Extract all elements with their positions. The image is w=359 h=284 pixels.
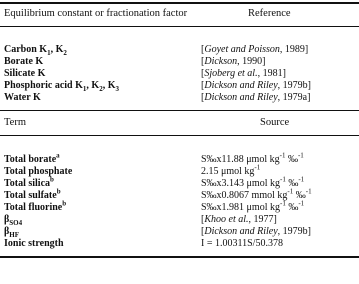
header-term: Term [4, 117, 27, 128]
row-beta-so4 [0, 214, 359, 226]
top-rule [0, 2, 359, 4]
source-total-fluorine: S‰x1.981 μmol $kg^{-1}$ ‰$^{-1}$ [201, 199, 305, 213]
label-ionic-strength: Ionic strength [4, 238, 64, 249]
source-total-silica: S‰x3.143 μmol $kg^{-1}$ ‰$^{-1}$ [201, 175, 305, 189]
label-total-silica: Total silica$^b$ [4, 175, 54, 189]
label-beta-hf: $\beta_{HF}$ [4, 226, 20, 239]
ref-silicate: [Sjoberg et al., 1981] [201, 68, 286, 79]
row-phosphoric [0, 80, 359, 92]
label-beta-so4: $\beta_{SO4}$ [4, 214, 23, 227]
label-total-fluorine: Total fluorine$^b$ [4, 199, 67, 213]
row-water [0, 92, 359, 104]
header-constant: Equilibrium constant or fractionation factor [4, 8, 188, 19]
ref-beta-hf: [Dickson and Riley, 1979b] [201, 226, 311, 237]
label-water: Water K [4, 92, 41, 103]
label-borate: Borate K [4, 56, 44, 67]
source-total-phosphate: 2.15 μmol $kg^{-1}$ [201, 163, 261, 177]
label-carbon: Carbon $K_1$, $K_2$ [4, 44, 67, 57]
label-silicate: Silicate K [4, 68, 46, 79]
row-silicate [0, 68, 359, 80]
bottom-rule [0, 256, 359, 258]
source-ionic-strength: I = 1.00311S/50.378 [201, 238, 283, 249]
section-rule [0, 110, 359, 111]
source-total-sulfate: S‰x0.8067 mmol $kg^{-1}$ ‰$^{-1}$ [201, 187, 312, 201]
ref-water: [Dickson and Riley, 1979a] [201, 92, 311, 103]
row-total-fluorine [0, 199, 359, 214]
header-reference: Reference [248, 8, 291, 19]
header-source: Source [260, 117, 290, 128]
row-total-sulfate [0, 187, 359, 202]
ref-borate: [Dickson, 1990] [201, 56, 266, 67]
label-total-borate: Total borate$^a$ [4, 151, 60, 165]
label-total-sulfate: Total sulfate$^b$ [4, 187, 61, 201]
header-rule-1 [0, 26, 359, 27]
header-rule-2 [0, 135, 359, 136]
ref-carbon: [Goyet and Poisson, 1989] [201, 44, 309, 55]
row-borate [0, 56, 359, 68]
row-carbon [0, 44, 359, 56]
label-phosphoric: Phosphoric acid $K_1$, $K_2$, $K_3$ [4, 80, 119, 93]
source-total-borate: S‰x11.88 μmol $kg^{-1}$ ‰$^{-1}$ [201, 151, 304, 165]
ref-beta-so4: [Khoo et al., 1977] [201, 214, 277, 225]
row-total-borate [0, 151, 359, 166]
row-beta-hf [0, 226, 359, 238]
ref-phosphoric: [Dickson and Riley, 1979b] [201, 80, 311, 91]
label-total-phosphate: Total phosphate [4, 166, 73, 177]
row-ionic-strength [0, 238, 359, 250]
